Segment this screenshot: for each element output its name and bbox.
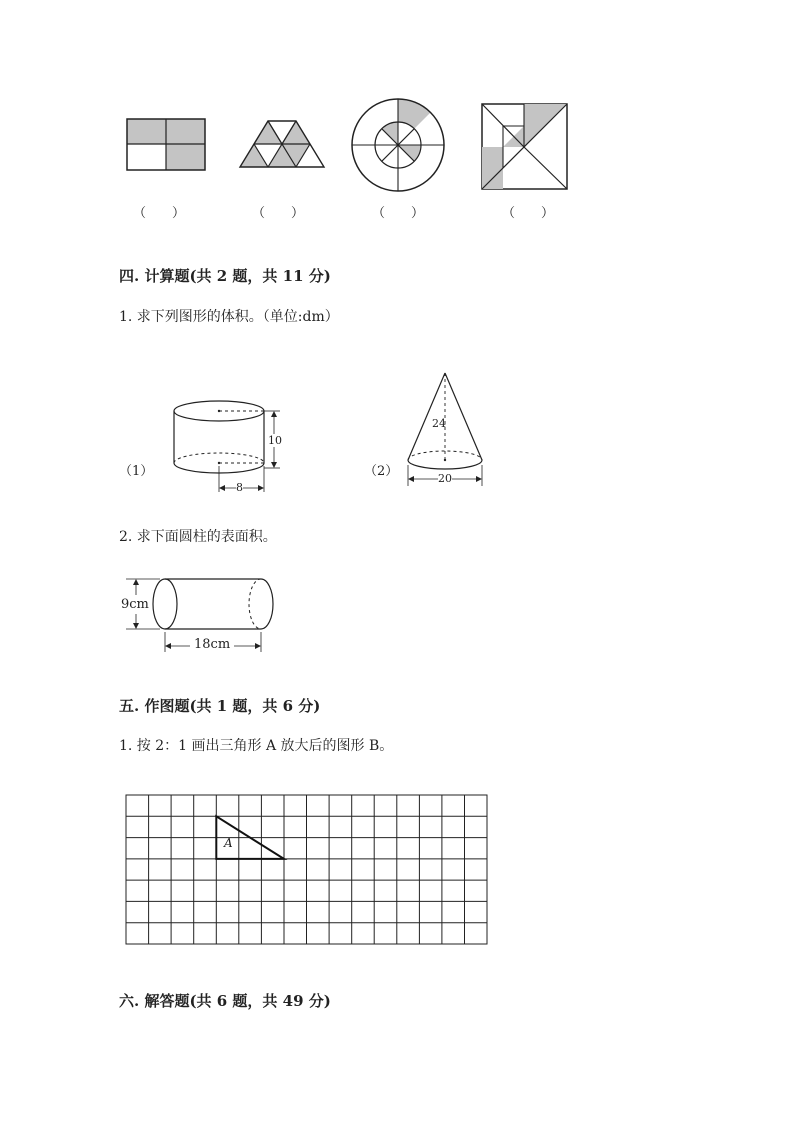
figure-2-blank[interactable]: （ ） bbox=[252, 206, 305, 221]
section-4-heading: 四. 计算题(共 2 题，共 11 分) bbox=[119, 267, 331, 285]
cylinder-radius-label: 8 bbox=[236, 481, 243, 494]
fraction-figures bbox=[0, 0, 794, 200]
lying-cylinder-diameter-label: 9cm bbox=[121, 597, 149, 612]
figure-rectangle bbox=[127, 119, 205, 170]
figure-3-blank[interactable]: （ ） bbox=[372, 206, 425, 221]
section-5-question-1: 1. 按 2：1 画出三角形 A 放大后的图形 B。 bbox=[119, 738, 394, 754]
cone-diameter-label: 20 bbox=[438, 472, 452, 485]
section-6-heading: 六. 解答题(共 6 题，共 49 分) bbox=[119, 992, 331, 1010]
figure-tangram bbox=[482, 104, 567, 189]
figure-1-blank[interactable]: （ ） bbox=[133, 206, 186, 221]
drawing-grid[interactable] bbox=[124, 793, 490, 947]
section-4-question-2: 2. 求下面圆柱的表面积。 bbox=[119, 529, 277, 545]
cone-label: （2） bbox=[364, 464, 399, 479]
triangle-a-label: A bbox=[224, 836, 233, 850]
section-4-question-1: 1. 求下列图形的体积。（单位:dm） bbox=[119, 309, 339, 325]
figure-circle bbox=[352, 99, 444, 191]
figure-trapezoid bbox=[240, 121, 324, 167]
section-5-heading: 五. 作图题(共 1 题，共 6 分) bbox=[119, 697, 321, 715]
cylinder-height-label: 10 bbox=[268, 434, 282, 447]
figure-4-blank[interactable]: （ ） bbox=[502, 206, 555, 221]
lying-cylinder-length-label: 18cm bbox=[194, 637, 231, 652]
cylinder-label: （1） bbox=[119, 464, 154, 479]
cone-height-label: 24 bbox=[432, 417, 446, 430]
